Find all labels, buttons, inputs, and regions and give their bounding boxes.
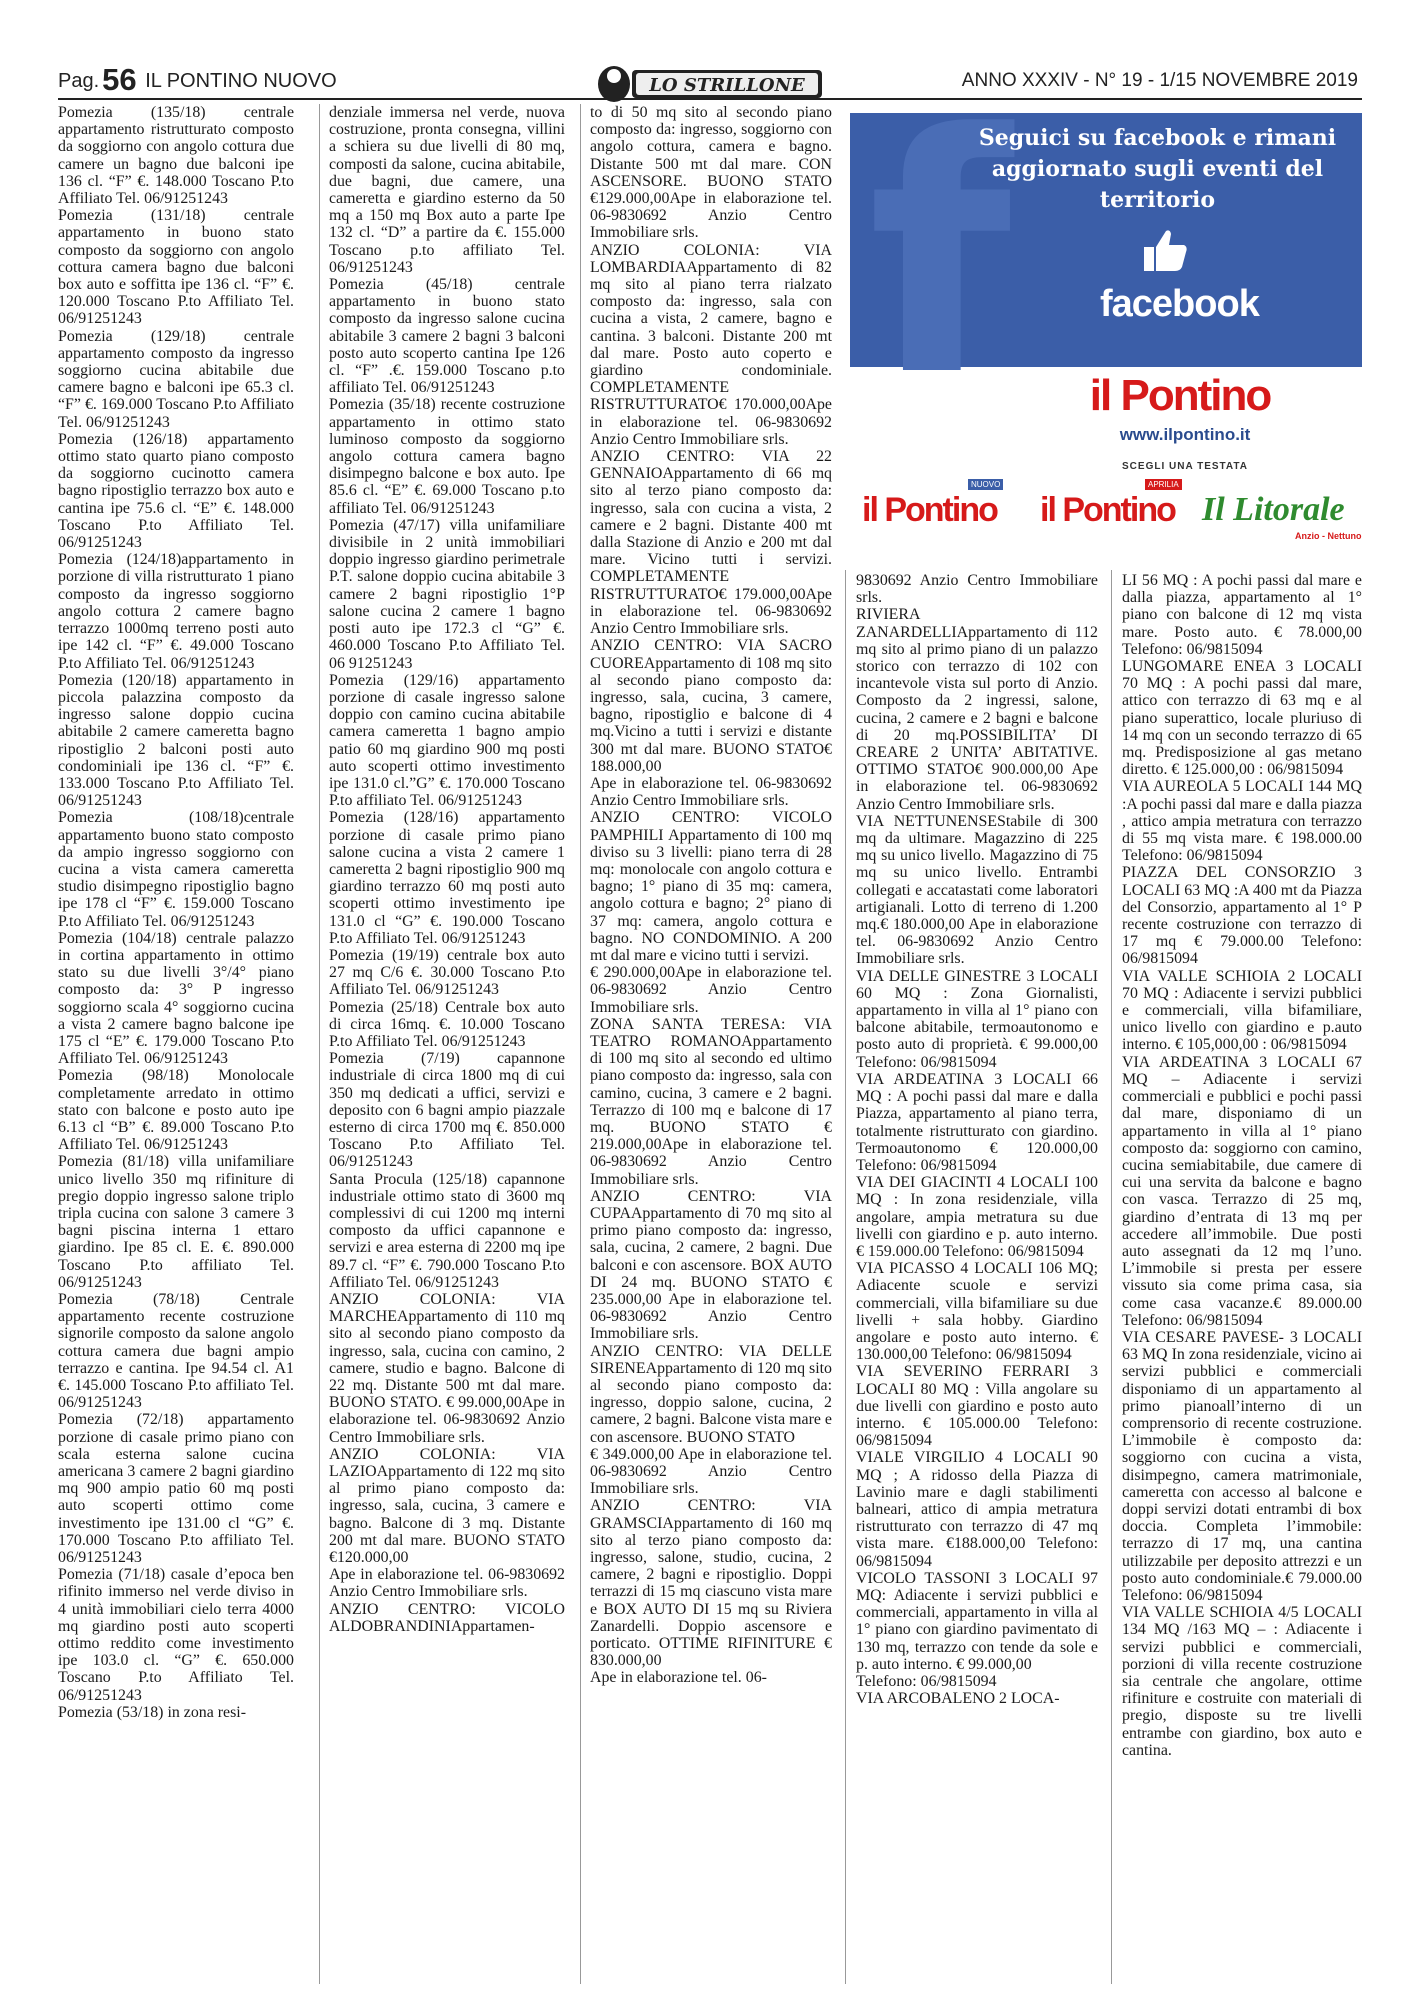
classified-ad: Pomezia (108/18)centrale appartamento buono stato composto da ampio ingresso soggiorno con cucina a vista camera cameretta studio disimpegno ripostiglio bagno ipe 178 cl “F” €. 159.000 Toscano P.to Affiliato Tel. 06/91251243 <box>58 809 294 930</box>
classified-ad: Pomezia (128/16) appartamento porzione di casale primo piano salone cucina a vista 2 camere 1 cameretta 2 bagni ripostiglio 900 mq giardino terrazzo 60 mq posti auto scoperti ottimo investimento ipe 131.0 cl “G” €. 190.000 Toscano P.to Affiliato Tel. 06/91251243 <box>329 809 565 947</box>
classified-ad: Pomezia (126/18) appartamento ottimo stato quarto piano composto da soggiorno cucinotto camera bagno ripostiglio terrazzo box auto e cantina ipe 75.6 cl. “E” €. 148.000 Toscano P.to Affiliato Tel. 06/91251243 <box>58 430 294 552</box>
masthead-tag-aprilia: APRILIA <box>1145 479 1182 490</box>
classified-ad: ANZIO CENTRO: VICOLO ALDOBRANDINIAppartamen- <box>329 1600 565 1635</box>
classified-ad: ANZIO COLONIA: VIA LAZIOAppartamento di 122 mq sito al primo piano composto da: ingresso, sala, cucina, 3 camere e bagno. Balcone di 3 mq. Distante 200 mt dal mare. BUONO STATO €120.000,00 <box>329 1445 565 1567</box>
column-divider <box>845 570 846 1984</box>
column-divider <box>319 104 320 1984</box>
classified-ad: LUNGOMARE ENEA 3 LOCALI 70 MQ : A pochi passi dal mare, attico con terrazzo di 63 mq e al piano superattico, locale pluriuso di 14 mq con un secondo terrazzo di 65 mq. Predisposizione al gas metano diretto. € 125.000,00 : 06/9815094 <box>1122 658 1362 779</box>
classified-ad: Pomezia (47/17) villa unifamiliare divisibile in 2 unità immobiliari doppio ingresso giardino perimetrale P.T. salone doppio cucina abitabile 3 camere 2 bagni ripostiglio 1°P salone cucina 2 camere 1 bagno posti auto ipe 172.3 cl “G” €. 460.000 Toscano P.to Affiliato Tel. 06 91251243 <box>329 516 565 672</box>
classified-ad: Pomezia (131/18) centrale appartamento in buono stato composto da soggiorno con angolo cottura camera bagno due balconi box auto e soffitta ipe 136 cl. “F” €. 120.000 Toscano P.to Affiliato Tel. 06/91251243 <box>58 207 294 328</box>
classified-ad: VICOLO TASSONI 3 LOCALI 97 MQ: Adiacente i servizi pubblici e commerciali, appartamento in villa al 1° piano con giardino pavimentato di 130 mq, terrazzo con tende da sole e p. auto interno. € 99.000,00 <box>856 1569 1098 1673</box>
classified-ad: VIA ARDEATINA 3 LOCALI 67 MQ – Adiacente i servizi commerciali e pubblici e pochi passi dal mare, disponiamo di un appartamento in villa al 1° piano composto da: soggiorno con camino, cucina semiabitabile, due camere di cui una servita da balcone e bagno con vasca. Terrazzo di 25 mq, giardino d’entrata di 13 mq per accedere all’immobile. Due posti auto assegnati da 12 mq l’uno. L’immobile si presta per essere vissuto sia come prima casa, sia come casa vacanze.€ 89.000.00 Telefono: 06/9815094 <box>1122 1053 1362 1329</box>
classified-ad: VIA VALLE SCHIOIA 4/5 LOCALI 134 MQ /163 MQ – : Adiacente i servizi pubblici e commerciali, porzioni di villa recente costruzione sia centrale che angolare, ottime rifiniture e costruite con materiali di pregio, disposte su tre livelli entrambe con giardino, box auto e cantina. <box>1122 1604 1362 1759</box>
classified-ad: ANZIO CENTRO: VIA GRAMSCIAppartamento di 160 mq sito al terzo piano composto da: ingresso, salone, studio, cucina, 2 camere, 2 bagni e ripostiglio. Doppi terrazzi di 15 mq ciascuno vista mare e BOX AUTO DI 15 mq su Riviera Zanardelli. Doppio ascensore e porticato. OTTIME RIFINITURE € 830.000,00 <box>590 1497 832 1670</box>
classified-ad: Pomezia (129/18) centrale appartamento composto da ingresso soggiorno cucina abitabile due camere bagno e balconi ipe 65.3 cl. “F” €. 169.000 Toscano P.to Affiliato Tel. 06/91251243 <box>58 327 294 431</box>
classified-ad: Pomezia (135/18) centrale appartamento ristrutturato composto da soggiorno con angolo cottura due camere un bagno due balconi ipe 136 cl. “F” €. 148.000 Toscano P.to Affiliato Tel. 06/91251243 <box>58 104 294 208</box>
facebook-f-icon: f <box>868 113 1012 448</box>
classifieds-column-1 <box>58 104 294 1721</box>
logo-text: LO STRILLONE <box>649 75 805 96</box>
classified-ad: Pomezia (7/19) capannone industriale di circa 1800 mq di cui 350 mq dedicati a uffici, servizi e deposito con 6 bagni ampio piazzale esterno di circa 1700 mq €. 850.000 Toscano P.to Affiliato Tel. 06/91251243 <box>329 1050 565 1171</box>
classified-ad: Ape in elaborazione tel. 06-9830692 Anzio Centro Immobiliare srls. <box>590 774 832 810</box>
classified-ad: VIA VALLE SCHIOIA 2 LOCALI 70 MQ : Adiacente i servizi pubblici e commerciali, villa bifamiliare, unico livello con giardino e p.auto interno. € 105,000,00 : 06/9815094 <box>1122 967 1362 1054</box>
classified-ad: Pomezia (72/18) appartamento porzione di casale primo piano con scala esterna salone cucina americana 3 camere 2 bagni giardino mq 900 ampio patio 60 mq posti auto scoperti ottimo come investimento ipe 131.00 cl “G” €. 170.000 Toscano P.to affiliato Tel. 06/91251243 <box>58 1411 294 1567</box>
classified-ad: PIAZZA DEL CONSORZIO 3 LOCALI 63 MQ :A 400 mt da Piazza del Consorzio, appartamento al 1° P recente costruzione con terrazzo di 17 mq € 79.000.00 Telefono: 06/9815094 <box>1122 864 1362 968</box>
classified-ad: ZONA SANTA TERESA: VIA TEATRO ROMANOAppartamento di 100 mq sito al secondo ed ultimo piano composto da: ingresso, sala con camino, cucina, 3 camere e 2 bagni. Terrazzo di 100 mq e balcone di 17 mq. BUONO STATO € 219.000,00Ape in elaborazione tel. 06-9830692 Anzio Centro Immobiliare srls. <box>590 1015 832 1188</box>
masthead-pontino-aprilia[interactable]: il Pontino <box>1040 491 1175 529</box>
classified-ad: Pomezia (104/18) centrale palazzo in cortina appartamento in ottimo stato su due livelli 3°/4° piano composto da: 3° P ingresso soggiorno scala 4° soggiorno cucina a vista 2 camere bagno balcone ipe 175 cl “E” €. 179.000 Toscano P.to Affiliato Tel. 06/91251243 <box>58 929 294 1068</box>
classified-ad: ANZIO COLONIA: VIA MARCHEAppartamento di 110 mq sito al secondo piano composto da ingresso, sala, cucina con camino, 2 camere, studio e bagno. Balcone di 22 mq. Distante 500 mt dal mare. BUONO STATO. € 99.000,00Ape in elaborazione tel. 06-9830692 Anzio Centro Immobiliare srls. <box>329 1291 565 1446</box>
classifieds-column-2 <box>329 104 565 1635</box>
ad-url-link[interactable]: www.ilpontino.it <box>1119 425 1251 444</box>
classified-ad: VIA AUREOLA 5 LOCALI 144 MQ :A pochi passi dal mare e dalla piazza , attico ampia metratura con terrazzo di 55 mq vista mare. € 198.000.00 Telefono: 06/9815094 <box>1122 778 1362 865</box>
facebook-advertisement[interactable] <box>850 113 1362 560</box>
classified-ad: Pomezia (25/18) Centrale box auto di circa 16mq. €. 10.000 Toscano P.to Affiliato Tel. 06/91251243 <box>329 998 565 1050</box>
classified-ad: Pomezia (81/18) villa unifamiliare unico livello 350 mq rifiniture di pregio doppio ingresso salone triplo tripla cucina con salone 3 camere 3 bagni piscina interna 1 ettaro giardino. Ipe 85 cl. E. €. 890.000 Toscano P.to affiliato Tel. 06/91251243 <box>58 1153 294 1291</box>
classified-ad: VIA ARDEATINA 3 LOCALI 66 MQ : A pochi passi dal mare e dalla Piazza, appartamento al piano terra, totalmente ristrutturato con giardino. Termoautonomo € 120.000,00 Telefono: 06/9815094 <box>856 1070 1098 1174</box>
classified-ad: Telefono: 06/9815094 <box>856 1673 997 1690</box>
classified-ad: VIA NETTUNENSEStabile di 300 mq da ultimare. Magazzino di 225 mq su unico livello. Magazzino di 75 mq su unico livello. Entrambi collegati e accatastati come laboratori artigianali. Lotto di terreno di 1.200 mq.€ 180.000,00 Ape in elaborazione tel. 06-9830692 Anzio Centro Immobiliare srls. <box>856 812 1098 968</box>
classified-ad: ANZIO CENTRO: VIA DELLE SIRENEAppartamento di 120 mq sito al secondo piano composto da: ingresso, doppio salone, cucina, 2 camere, 2 bagni. Balcone vista mare e con ascensore. BUONO STATO <box>590 1342 832 1446</box>
ad-brand-logo: il Pontino <box>1089 371 1271 420</box>
classified-ad: Pomezia (98/18) Monolocale completamente arredato in ottimo stato con balcone e posto auto ipe 6.13 cl “B” €. 89.000 Toscano P.to Affiliato Tel. 06/91251243 <box>58 1067 294 1154</box>
masthead-litorale-sub: Anzio - Nettuno <box>1295 531 1362 541</box>
classified-ad: € 349.000,00 Ape in elaborazione tel. 06-9830692 Anzio Centro Immobiliare srls. <box>590 1445 832 1498</box>
page-header-left <box>58 62 337 102</box>
ad-choose-text: SCEGLI UNA TESTATA <box>1122 461 1248 472</box>
classified-ad: ANZIO CENTRO: VIA 22 GENNAIOAppartamento di 66 mq sito al terzo piano composto da: ingresso, sala con cucina a vista, 2 camere e 2 bagni. Distante 400 mt dalla Stazione di Anzio e 200 mt dal mare. Vicino tutti i servizi. COMPLETAMENTE RISTRUTTURATO€ 179.000,00Ape in elaborazione tel. 06-9830692 Anzio Centro Immobiliare srls. <box>590 448 832 638</box>
classified-ad: RIVIERA ZANARDELLIAppartamento di 112 mq sito al primo piano di un palazzo storico con terrazzo di 102 con incantevole vista sul porto di Anzio. Composto da 2 ingressi, salone, cucina, 2 camere e 2 bagni e balcone di 20 mq.POSSIBILITA’ DI CREARE 2 UNITA’ ABITATIVE. OTTIMO STATO€ 900.000,00 Ape in elaborazione tel. 06-9830692 Anzio Centro Immobiliare srls. <box>856 606 1098 813</box>
classifieds-column-3 <box>590 104 832 1687</box>
classified-ad: VIALE VIRGILIO 4 LOCALI 90 MQ ; A ridosso della Piazza di Lavinio mare e dagli stabilimenti balneari, attico di ampia metratura ristrutturato con terrazzo di 47 mq vista mare. €188.000,00 Telefono: 06/9815094 <box>856 1449 1098 1570</box>
classified-ad: Santa Procula (125/18) capannone industriale ottimo stato di 3600 mq complessivi di cui 1200 mq interni composto da uffici capannone e servizi e area esterna di 2200 mq ipe 89.7 cl. “F” €. 790.000 Toscano P.to Affiliato Tel. 06/91251243 <box>329 1170 565 1291</box>
masthead-pontino-nuovo[interactable]: il Pontino <box>862 491 997 529</box>
classified-ad: VIA CESARE PAVESE- 3 LOCALI 63 MQ In zona residenziale, vicino ai servizi pubblici e commerciali disponiamo di un appartamento al primo pianoall’interno di un comprensorio di recente costruzione. L’immobile è composto da: soggiorno con cucina a vista, disimpegno, camera matrimoniale, cameretta con accesso al balcone e doppi servizi dotati entrambi di box doccia. Completa l’immobile: terrazzo di 17 mq, una cantina utilizzabile per deposito attrezzi e un posto auto condominiale.€ 79.000.00 Telefono: 06/9815094 <box>1122 1328 1362 1604</box>
ad-headline: Seguici su facebook e rimani aggiornato sugli eventi del territorio <box>978 125 1337 213</box>
classified-ad: Pomezia (78/18) Centrale appartamento recente costruzione signorile composto da salone angolo cottura camera due bagni ampio terrazzo e cantina. Ipe 94.54 cl. A1 €. 145.000 Toscano P.to affiliato Tel. 06/91251243 <box>58 1291 294 1412</box>
classified-ad: VIA SEVERINO FERRARI 3 LOCALI 80 MQ : Villa angolare su due livelli con giardino e posto auto interno. € 105.000.00 Telefono: 06/9815094 <box>856 1363 1098 1450</box>
classified-ad: Pomezia (120/18) appartamento in piccola palazzina composto da ingresso salone doppio cucina abitabile 2 camere cameretta bagno ripostiglio 2 balconi posti auto condominiali ipe 136 cl. “F” €. 133.000 Toscano P.to Affiliato Tel. 06/91251243 <box>58 671 294 810</box>
page-label: Pag. <box>58 70 100 92</box>
classified-ad: ANZIO CENTRO: VIA CUPAAppartamento di 70 mq sito al primo piano composto da: ingresso, sala, cucina, 2 camere, 2 bagni. Due balconi e con ascensore. BOX AUTO DI 24 mq. BUONO STATO € 235.000,00 Ape in elaborazione tel. 06-9830692 Anzio Centro Immobiliare srls. <box>590 1187 832 1343</box>
classified-ad: to di 50 mq sito al secondo piano composto da: ingresso, soggiorno con angolo cottura, camera e bagno. Distante 500 mt dal mare. CON ASCENSORE. BUONO STATO €129.000,00Ape in elaborazione tel. 06-9830692 Anzio Centro Immobiliare srls. <box>590 104 832 242</box>
classified-ad: ANZIO CENTRO: VICOLO PAMPHILI Appartamento di 100 mq diviso su 3 livelli: piano terra di 28 mq: monolocale con angolo cottura e bagno; 1° piano di 35 mq: camera, angolo cottura e bagno; 2° piano di 37 mq: camera, angolo cottura e bagno. NO CONDOMINIO. A 200 mt dal mare e vicino tutti i servizi. <box>590 809 832 964</box>
classified-ad: VIA DELLE GINESTRE 3 LOCALI 60 MQ : Zona Giornalisti, appartamento in villa al 1° piano con balcone abitabile, termoautonomo e posto auto di proprietà. € 99.000,00 Telefono: 06/9815094 <box>856 967 1098 1071</box>
classifieds-column-5 <box>1122 572 1362 1759</box>
classified-ad: 9830692 Anzio Centro Immobiliare srls. <box>856 572 1098 607</box>
classified-ad: denziale immersa nel verde, nuova costruzione, pronta consegna, villini a schiera su due livelli di 80 mq, composti da salone, cucina abitabile, due bagni, due camere, una cameretta e giardino esterno da 50 mq a 150 mq Box auto a parte Ipe 132 cl. “D” a partire da €. 155.000 Toscano p.to affiliato Tel. 06/91251243 <box>329 104 565 276</box>
classified-ad: LI 56 MQ : A pochi passi dal mare e dalla piazza, appartamento al 1° piano con balcone di 12 mq vista mare. Posto auto. € 78.000,00 Telefono: 06/9815094 <box>1122 572 1362 658</box>
classifieds-column-4 <box>856 572 1098 1707</box>
header-rule <box>58 98 1362 100</box>
column-divider <box>1111 570 1112 1984</box>
facebook-wordmark: facebook <box>1100 283 1259 325</box>
thumbs-up-icon <box>1140 225 1190 275</box>
classified-ad: Ape in elaborazione tel. 06- <box>590 1669 767 1687</box>
classified-ad: VIA DEI GIACINTI 4 LOCALI 100 MQ : In zona residenziale, villa angolare, ampia metratura su due livelli con giardino e p. auto interno. € 159.000.00 Telefono: 06/9815094 <box>856 1174 1098 1260</box>
classified-ad: VIA PICASSO 4 LOCALI 106 MQ; Adiacente scuole e servizi commerciali, villa bifamiliare su due livelli + sala hobby. Giardino angolare e posto auto interno. € 130.000,00 Telefono: 06/9815094 <box>856 1260 1098 1364</box>
classified-ad: Ape in elaborazione tel. 06-9830692 Anzio Centro Immobiliare srls. <box>329 1566 565 1601</box>
classified-ad: ANZIO CENTRO: VIA SACRO CUOREAppartamento di 108 mq sito al secondo piano composto da: ingresso, sala, cucina, 3 camere, bagno, ripostiglio e balcone di 4 mq.Vicino a tutti i servizi e distante 300 mt dal mare. BUONO STATO€ 188.000,00 <box>590 637 832 775</box>
classified-ad: Pomezia (53/18) in zona resi- <box>58 1703 246 1721</box>
issue-info: ANNO XXXIV - N° 19 - 1/15 NOVEMBRE 2019 <box>961 70 1358 91</box>
classified-ad: Pomezia (35/18) recente costruzione appartamento in ottimo stato luminoso composto da soggiorno angolo cottura camera bagno disimpegno balcone e box auto. Ipe 85.6 cl. “E” €. 69.000 Toscano p.to affiliato Tel. 06/91251243 <box>329 396 565 517</box>
paper-name: IL PONTINO NUOVO <box>145 70 337 92</box>
classified-ad: Pomezia (124/18)appartamento in porzione di villa ristrutturato 1 piano composto da ingresso soggiorno angolo cottura 2 camere bagno terrazzo 1000mq terreno posti auto ipe 142 cl. “F” €. 49.000 Toscano P.to Affiliato Tel. 06/91251243 <box>58 551 294 672</box>
classified-ad: Pomezia (45/18) centrale appartamento in buono stato composto da ingresso salone cucina abitabile 3 camere 2 bagni 3 balconi posto auto scoperto cantina Ipe 126 cl. “F” .€. 159.000 Toscano p.to affiliato Tel. 06/91251243 <box>329 276 565 397</box>
page-number: 56 <box>102 62 137 97</box>
masthead-litorale[interactable]: Il Litorale <box>1202 491 1345 528</box>
classified-ad: € 290.000,00Ape in elaborazione tel. 06-9830692 Anzio Centro Immobiliare srls. <box>590 964 832 1016</box>
classified-ad: Pomezia (129/16) appartamento porzione di casale ingresso salone doppio con camino cucina abitabile camera cameretta 1 bagno ampio patio 60 mq giardino 900 mq posti auto scoperti ottimo investimento ipe 131.0 cl.”G” €. 170.000 Toscano P.to affiliato Tel. 06/91251243 <box>329 671 565 810</box>
masthead-tag-nuovo: NUOVO <box>968 479 1003 490</box>
classified-ad: Pomezia (71/18) casale d’epoca ben rifinito immerso nel verde diviso in 4 unità immobiliari cielo terra 4000 mq giardino posti auto scoperti ottimo reddito come investimento ipe 103.0 cl. “G” €. 650.000 Toscano P.to Affiliato Tel. 06/91251243 <box>58 1566 294 1704</box>
column-divider <box>580 104 581 1984</box>
classified-ad: Pomezia (19/19) centrale box auto 27 mq C/6 €. 30.000 Toscano P.to Affiliato Tel. 06/91251243 <box>329 946 565 999</box>
classified-ad: VIA ARCOBALENO 2 LOCA- <box>856 1690 1060 1708</box>
classified-ad: ANZIO COLONIA: VIA LOMBARDIAAppartamento di 82 mq sito al piano terra rialzato composto da: ingresso, sala con cucina a vista, 2 camere, bagno e cantina. 3 balconi. Distante 200 mt dal mare. Posto auto coperto e giardino condominiale. COMPLETAMENTE RISTRUTTURATO€ 170.000,00Ape in elaborazione tel. 06-9830692 Anzio Centro Immobiliare srls. <box>590 241 832 448</box>
